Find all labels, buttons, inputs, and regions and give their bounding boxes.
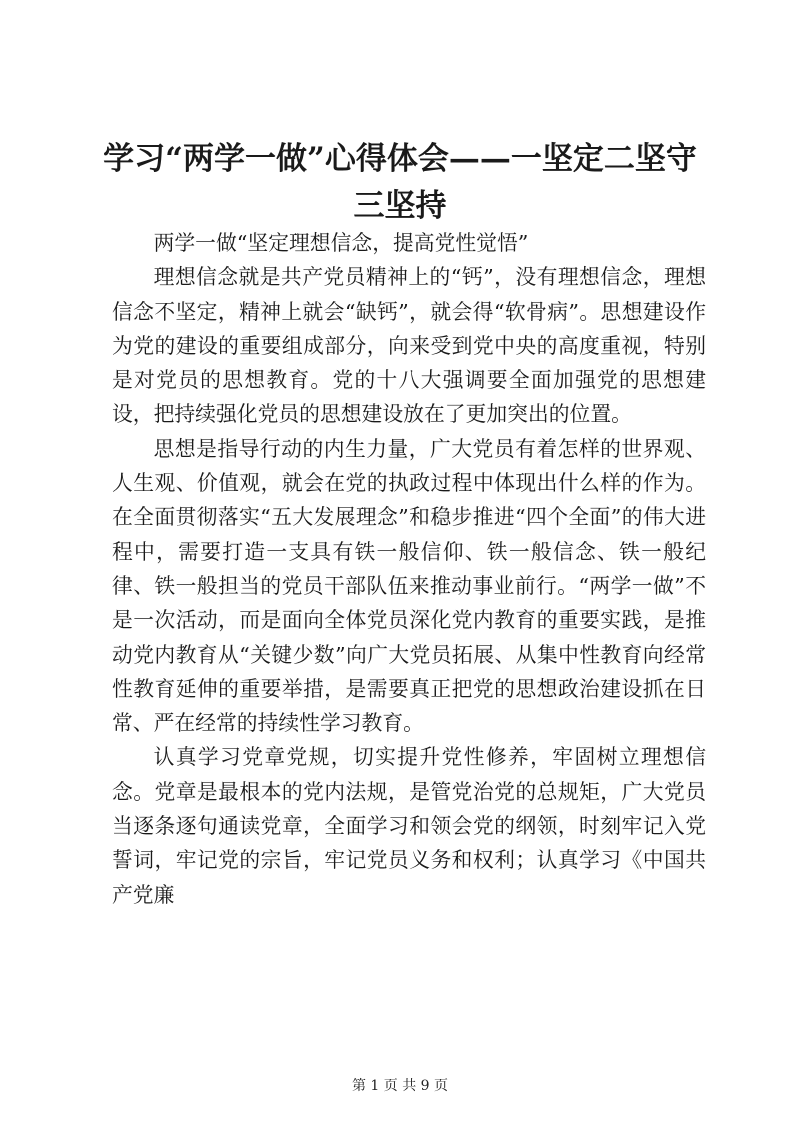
paragraph-3: 认真学习党章党规，切实提升党性修养，牢固树立理想信念。党章是最根本的党内法规，是管党治党的总规矩，广大党员当逐条逐句通读党章，全面学习和领会党的纲领，时刻牢记入党誓词，牢记党的宗旨，牢记党员义务和权利；认真学习《中国共产党廉 <box>112 745 706 907</box>
document-subtitle: 两学一做“坚定理想信念，提高党性觉悟” <box>153 231 529 255</box>
document-title: 学习“两学一做”心得体会——一坚定二坚守三坚持 <box>103 141 697 224</box>
paragraph-2: 思想是指导行动的内生力量，广大党员有着怎样的世界观、人生观、价值观，就会在党的执政过程中体现出什么样的作为。在全面贯彻落实“五大发展理念”和稳步推进“四个全面”的伟大进程中，需要打造一支具有铁一般信仰、铁一般信念、铁一般纪律、铁一般担当的党员干部队伍来推动事业前行。“两学一做”不是一次活动，而是面向全体党员深化党内教育的重要实践，是推动党内教育从“关键少数”向广大党员拓展、从集中性教育向经常性教育延伸的重要举措，是需要真正把党的思想政治建设抓在日常、严在经常的持续性学习教育。 <box>112 436 706 736</box>
paragraph-1: 理想信念就是共产党员精神上的“钙”，没有理想信念，理想信念不坚定，精神上就会“缺钙”，就会得“软骨病”。思想建设作为党的建设的重要组成部分，向来受到党中央的高度重视，特别是对党员的思想教育。党的十八大强调要全面加强党的思想建设，把持续强化党员的思想建设放在了更加突出的位置。 <box>112 265 706 427</box>
document-body <box>112 226 706 912</box>
page-number-footer: 第 1 页 共 9 页 <box>351 1078 449 1094</box>
